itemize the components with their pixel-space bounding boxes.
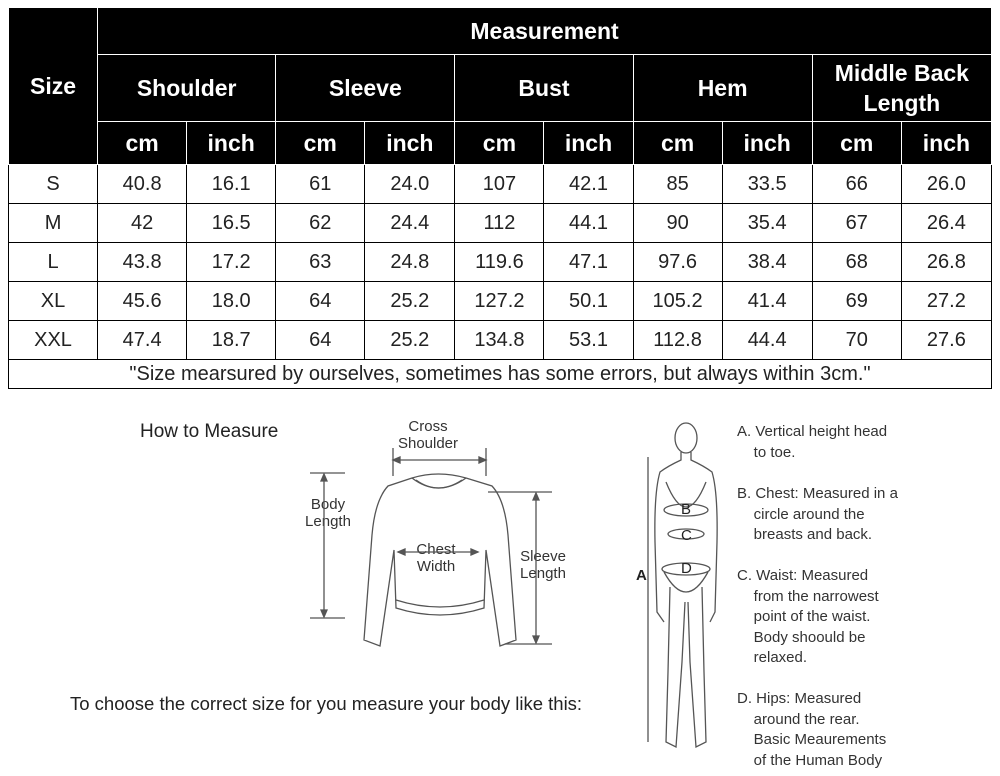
value-cell: 41.4	[722, 282, 812, 321]
value-cell: 40.8	[98, 165, 187, 204]
value-cell: 17.2	[187, 243, 276, 282]
unit-header: inch	[544, 122, 633, 165]
note-a: A. Vertical height head to toe.	[737, 423, 888, 461]
value-cell: 44.4	[722, 321, 812, 360]
unit-header: cm	[633, 122, 722, 165]
table-row	[9, 321, 992, 360]
value-cell: 24.4	[365, 204, 455, 243]
unit-header: cm	[812, 122, 901, 165]
how-to-measure-heading: How to Measure	[140, 421, 279, 442]
value-cell: 26.0	[901, 165, 991, 204]
head-outline	[675, 423, 697, 453]
group-header-row	[9, 55, 992, 122]
value-cell: 16.1	[187, 165, 276, 204]
value-cell: 66	[812, 165, 901, 204]
unit-header: inch	[901, 122, 991, 165]
value-cell: 43.8	[98, 243, 187, 282]
unit-header: cm	[98, 122, 187, 165]
size-cell: L	[9, 243, 98, 282]
value-cell: 61	[276, 165, 365, 204]
marker-a: A	[636, 567, 647, 584]
value-cell: 18.7	[187, 321, 276, 360]
measurement-header: Measurement	[98, 8, 992, 55]
value-cell: 42.1	[544, 165, 633, 204]
value-cell: 24.0	[365, 165, 455, 204]
value-cell: 134.8	[455, 321, 544, 360]
unit-header: cm	[455, 122, 544, 165]
value-cell: 105.2	[633, 282, 722, 321]
value-cell: 119.6	[455, 243, 544, 282]
group-header: Shoulder	[98, 55, 276, 122]
size-cell: M	[9, 204, 98, 243]
value-cell: 127.2	[455, 282, 544, 321]
group-header: Middle Back Length	[812, 55, 991, 122]
instruction-text: To choose the correct size for you measure your body like this:	[70, 693, 583, 714]
value-cell: 90	[633, 204, 722, 243]
value-cell: 62	[276, 204, 365, 243]
unit-header-row	[9, 122, 992, 165]
value-cell: 70	[812, 321, 901, 360]
note-d: D. Hips: Measured around the rear. Basic Meaurements of the Human Body	[737, 690, 887, 769]
value-cell: 69	[812, 282, 901, 321]
size-header: Size	[9, 8, 98, 165]
table-row	[9, 243, 992, 282]
sweater-outline	[364, 474, 516, 646]
unit-header: inch	[722, 122, 812, 165]
value-cell: 97.6	[633, 243, 722, 282]
value-cell: 25.2	[365, 282, 455, 321]
value-cell: 27.2	[901, 282, 991, 321]
value-cell: 112.8	[633, 321, 722, 360]
note-b: B. Chest: Measured in a circle around the breasts and back.	[737, 485, 898, 543]
body-figure	[640, 412, 735, 754]
value-cell: 44.1	[544, 204, 633, 243]
value-cell: 85	[633, 165, 722, 204]
group-header: Hem	[633, 55, 812, 122]
value-cell: 18.0	[187, 282, 276, 321]
marker-b: B	[681, 501, 692, 518]
value-cell: 50.1	[544, 282, 633, 321]
size-cell: XXL	[9, 321, 98, 360]
value-cell: 47.1	[544, 243, 633, 282]
sleeve-length-label: Sleeve Length	[520, 548, 566, 582]
value-cell: 45.6	[98, 282, 187, 321]
table-body	[9, 165, 992, 360]
value-cell: 35.4	[722, 204, 812, 243]
sweater-diagram	[300, 440, 570, 655]
value-cell: 42	[98, 204, 187, 243]
value-cell: 27.6	[901, 321, 991, 360]
value-cell: 63	[276, 243, 365, 282]
value-cell: 64	[276, 282, 365, 321]
marker-c: C	[681, 527, 692, 544]
value-cell: 16.5	[187, 204, 276, 243]
table-row	[9, 204, 992, 243]
value-cell: 64	[276, 321, 365, 360]
size-cell: XL	[9, 282, 98, 321]
value-cell: 24.8	[365, 243, 455, 282]
marker-d: D	[681, 560, 692, 577]
value-cell: 26.4	[901, 204, 991, 243]
size-chart-table	[8, 7, 992, 389]
note-c: C. Waist: Measured from the narrowest point of the waist. Body shoould be relaxed.	[737, 567, 879, 666]
value-cell: 53.1	[544, 321, 633, 360]
value-cell: 33.5	[722, 165, 812, 204]
value-cell: 38.4	[722, 243, 812, 282]
table-row	[9, 282, 992, 321]
group-header: Sleeve	[276, 55, 455, 122]
value-cell: 68	[812, 243, 901, 282]
size-cell: S	[9, 165, 98, 204]
measurement-note: "Size mearsured by ourselves, sometimes has some errors, but always within 3cm."	[9, 360, 992, 389]
value-cell: 67	[812, 204, 901, 243]
unit-header: cm	[276, 122, 365, 165]
value-cell: 112	[455, 204, 544, 243]
unit-header: inch	[187, 122, 276, 165]
body-length-label: Body Length	[305, 496, 351, 530]
group-header: Bust	[455, 55, 633, 122]
value-cell: 26.8	[901, 243, 991, 282]
value-cell: 25.2	[365, 321, 455, 360]
value-cell: 47.4	[98, 321, 187, 360]
chest-width-label: Chest Width	[416, 541, 456, 575]
value-cell: 107	[455, 165, 544, 204]
unit-header: inch	[365, 122, 455, 165]
table-row	[9, 165, 992, 204]
cross-shoulder-label: Cross Shoulder	[397, 418, 459, 452]
